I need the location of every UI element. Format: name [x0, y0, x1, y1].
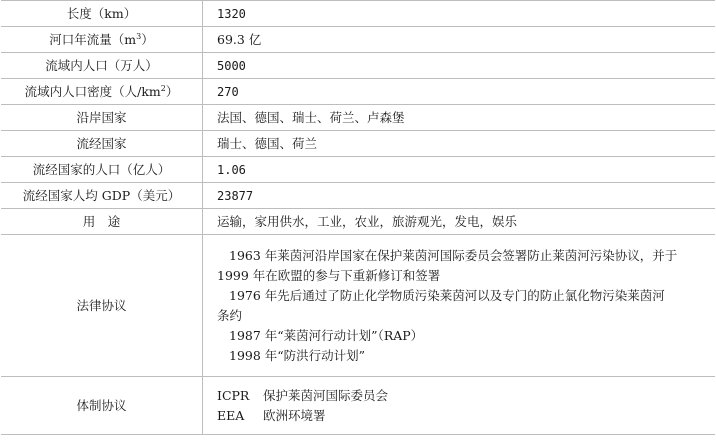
- table-row-institutional: [1, 377, 715, 435]
- row-label: 法律协议: [1, 235, 203, 377]
- row-label: 流域内人口密度（人$/km^2$）: [1, 79, 203, 105]
- table-row: [1, 183, 715, 209]
- table-row: [1, 131, 715, 157]
- rhine-info-table: [1, 0, 715, 435]
- row-value: 69.3 亿: [203, 27, 716, 53]
- table-row: [1, 105, 715, 131]
- legal-agreements: [203, 235, 716, 377]
- row-value: 瑞士、德国、荷兰: [203, 131, 716, 157]
- row-label: 流经国家人均 GDP（美元）: [1, 183, 203, 209]
- row-label: 体制协议: [1, 377, 203, 435]
- org-item: [217, 386, 709, 406]
- row-value: 5000: [203, 53, 716, 79]
- table-row: [1, 79, 715, 105]
- row-value: 23877: [203, 183, 716, 209]
- legal-line: 1963 年莱茵河沿岸国家在保护莱茵河国际委员会签署防止莱茵河污染协议，并于: [229, 247, 678, 263]
- table-row: [1, 53, 715, 79]
- row-label: 流经国家: [1, 131, 203, 157]
- table-row: [1, 1, 715, 27]
- row-value: 270: [203, 79, 716, 105]
- row-value: 法国、德国、瑞士、荷兰、卢森堡: [203, 105, 716, 131]
- table-row: [1, 209, 715, 235]
- table-row: [1, 157, 715, 183]
- row-label: 长度（km）: [1, 1, 203, 27]
- org-abbr: EEA: [217, 407, 245, 423]
- row-label: 流域内人口（万人）: [1, 53, 203, 79]
- org-name: 保护莱茵河国际委员会: [263, 387, 389, 403]
- row-label: 河口年流量$(m^3)$: [1, 27, 203, 53]
- legal-line: 1987 年“莱茵河行动计划”（RAP）: [229, 327, 424, 343]
- table-row-legal: [1, 235, 715, 377]
- row-value: 1320: [203, 1, 716, 27]
- org-abbr: ICPR: [217, 387, 250, 403]
- org-item: [217, 406, 709, 426]
- row-label: 沿岸国家: [1, 105, 203, 131]
- row-value: 运输，家用供水，工业，农业，旅游观光，发电，娱乐: [203, 209, 716, 235]
- legal-line: 1999 年在欧盟的参与下重新修订和签署: [217, 267, 441, 283]
- org-name: 欧洲环境署: [263, 407, 326, 423]
- legal-line: 1976 年先后通过了防止化学物质污染莱茵河以及专门的防止氯化物污染莱茵河: [229, 287, 665, 303]
- row-value: 1.06: [203, 157, 716, 183]
- legal-line: 1998 年“防洪行动计划”: [229, 347, 366, 363]
- row-label: 用 途: [1, 209, 203, 235]
- row-label: 流经国家的人口（亿人）: [1, 157, 203, 183]
- legal-line: 条约: [217, 307, 243, 323]
- table-row: [1, 27, 715, 53]
- institutional-agreements: [203, 377, 716, 435]
